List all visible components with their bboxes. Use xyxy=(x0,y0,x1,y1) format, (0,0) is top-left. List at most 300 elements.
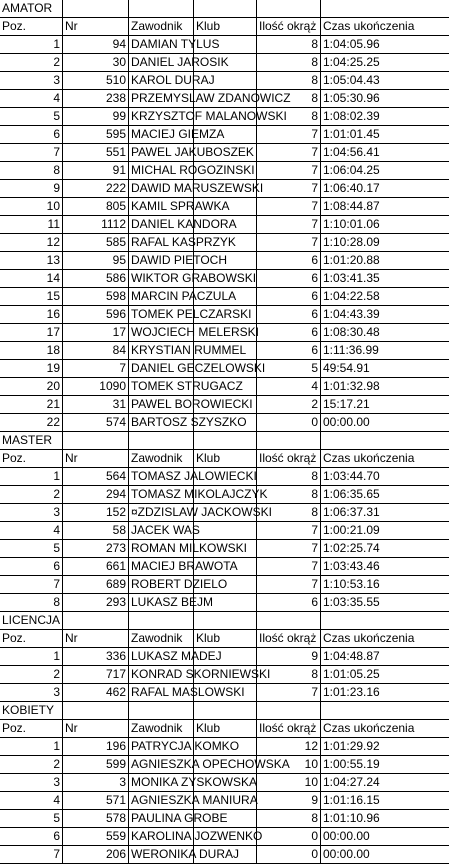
rider-name-cell[interactable]: ROBERT DZIELO xyxy=(128,576,193,593)
table-row xyxy=(0,180,449,198)
laps-cell[interactable]: 6 xyxy=(256,342,320,359)
position-cell[interactable]: 7 xyxy=(53,847,60,861)
finish-time-cell[interactable]: 1:00:21.09 xyxy=(320,522,449,539)
empty-cell[interactable] xyxy=(256,432,320,449)
finish-time-cell[interactable]: 1:04:22.58 xyxy=(320,288,449,305)
rider-name-cell[interactable]: MONIKA ZYSKOWSKA xyxy=(128,774,193,791)
club-cell[interactable] xyxy=(193,648,256,665)
bib-number-cell[interactable]: 1112 xyxy=(62,216,128,233)
club-cell[interactable] xyxy=(193,738,256,755)
column-header[interactable]: Czas ukończenia xyxy=(320,720,449,737)
position-cell[interactable]: 2 xyxy=(53,55,60,69)
empty-cell[interactable] xyxy=(320,612,449,629)
club-cell[interactable] xyxy=(193,378,256,395)
bib-number-cell[interactable]: 3 xyxy=(62,774,128,791)
bib-number-cell[interactable]: 91 xyxy=(62,162,128,179)
rider-name-cell[interactable]: BARTOSZ SZYSZKO xyxy=(128,414,193,431)
empty-cell[interactable] xyxy=(193,432,256,449)
club-cell[interactable] xyxy=(193,162,256,179)
bib-number-cell[interactable]: 596 xyxy=(62,306,128,323)
laps-cell[interactable]: 9 xyxy=(256,792,320,809)
laps-cell[interactable]: 0 xyxy=(256,414,320,431)
laps-cell[interactable]: 6 xyxy=(256,270,320,287)
finish-time-cell[interactable]: 1:04:56.41 xyxy=(320,144,449,161)
club-cell[interactable] xyxy=(193,396,256,413)
rider-name-cell[interactable]: LUKASZ BEJM xyxy=(128,594,193,611)
rider-name-cell[interactable]: KRZYSZTOF MALANOWSKI xyxy=(128,108,193,125)
table-row xyxy=(0,648,449,666)
club-cell[interactable] xyxy=(193,594,256,611)
rider-name-cell[interactable]: KAROL DURAJ xyxy=(128,72,193,89)
finish-time-cell[interactable]: 1:04:48.87 xyxy=(320,648,449,665)
bib-number-cell[interactable]: 31 xyxy=(62,396,128,413)
club-cell[interactable] xyxy=(193,504,256,521)
bib-number-cell[interactable]: 336 xyxy=(62,648,128,665)
bib-number-cell[interactable]: 578 xyxy=(62,810,128,827)
position-cell[interactable]: 9 xyxy=(53,181,60,195)
club-cell[interactable] xyxy=(193,180,256,197)
club-cell[interactable] xyxy=(193,108,256,125)
laps-cell[interactable]: 0 xyxy=(256,846,320,863)
finish-time-cell[interactable]: 00:00.00 xyxy=(320,846,449,863)
rider-name-cell[interactable]: WOJCIECH MELERSKI xyxy=(128,324,193,341)
club-cell[interactable] xyxy=(193,54,256,71)
column-header[interactable]: Nr xyxy=(62,630,128,647)
club-cell[interactable] xyxy=(193,90,256,107)
empty-cell[interactable] xyxy=(128,612,193,629)
empty-cell[interactable] xyxy=(62,612,128,629)
laps-cell[interactable]: 9 xyxy=(256,648,320,665)
club-cell[interactable] xyxy=(193,126,256,143)
finish-time-cell[interactable]: 1:01:01.45 xyxy=(320,126,449,143)
club-cell[interactable] xyxy=(193,288,256,305)
section-title: AMATOR xyxy=(2,1,53,15)
table-row xyxy=(0,504,449,522)
rider-name-cell[interactable]: MACIEJ GIEMZA xyxy=(128,126,193,143)
rider-name-cell[interactable]: MICHAL ROGOZINSKI xyxy=(128,162,193,179)
bib-number-cell[interactable]: 30 xyxy=(62,54,128,71)
position-cell[interactable]: 21 xyxy=(46,397,60,411)
position-cell[interactable]: 22 xyxy=(46,415,60,429)
finish-time-cell[interactable]: 15:17.21 xyxy=(320,396,449,413)
rider-name-cell[interactable]: TOMEK PELCZARSKI xyxy=(128,306,193,323)
column-header[interactable]: Zawodnik xyxy=(128,720,193,737)
position-cell[interactable]: 8 xyxy=(53,595,60,609)
bib-number-cell[interactable]: 595 xyxy=(62,126,128,143)
laps-cell[interactable]: 7 xyxy=(256,684,320,701)
bib-number-cell[interactable]: 294 xyxy=(62,486,128,503)
empty-cell[interactable] xyxy=(256,612,320,629)
finish-time-cell[interactable]: 1:03:44.70 xyxy=(320,468,449,485)
empty-cell[interactable] xyxy=(320,0,449,17)
bib-number-cell[interactable]: 689 xyxy=(62,576,128,593)
section-title: MASTER xyxy=(2,433,53,447)
rider-name-cell[interactable]: WIKTOR GRABOWSKI xyxy=(128,270,193,287)
laps-cell[interactable]: 7 xyxy=(256,216,320,233)
column-header[interactable]: Nr xyxy=(62,18,128,35)
table-row xyxy=(0,162,449,180)
rider-name-cell[interactable]: DANIEL GECZELOWSKI xyxy=(128,360,193,377)
bib-number-cell[interactable]: 273 xyxy=(62,540,128,557)
finish-time-cell[interactable]: 1:10:53.16 xyxy=(320,576,449,593)
position-cell[interactable]: 16 xyxy=(46,307,60,321)
finish-time-cell[interactable]: 1:08:30.48 xyxy=(320,324,449,341)
column-header[interactable]: Ilość okrąż xyxy=(256,630,320,647)
column-header[interactable]: Ilość okrąż xyxy=(256,450,320,467)
laps-cell[interactable]: 7 xyxy=(256,126,320,143)
rider-name-cell[interactable]: PATRYCJA KOMKO xyxy=(128,738,193,755)
finish-time-cell[interactable]: 1:10:01.06 xyxy=(320,216,449,233)
finish-time-cell[interactable]: 1:01:32.98 xyxy=(320,378,449,395)
table-row xyxy=(0,576,449,594)
position-cell[interactable]: 4 xyxy=(53,793,60,807)
position-cell[interactable]: 1 xyxy=(53,649,60,663)
finish-time-cell[interactable]: 1:04:43.39 xyxy=(320,306,449,323)
column-header[interactable]: Klub xyxy=(193,720,256,737)
empty-cell[interactable] xyxy=(320,702,449,719)
position-cell[interactable]: 2 xyxy=(53,487,60,501)
bib-number-cell[interactable]: 152 xyxy=(62,504,128,521)
bib-number-cell[interactable]: 564 xyxy=(62,468,128,485)
rider-name-cell[interactable]: DAWID MARUSZEWSKI xyxy=(128,180,193,197)
club-cell[interactable] xyxy=(193,558,256,575)
column-header[interactable]: Klub xyxy=(193,18,256,35)
rider-name-cell[interactable]: TOMASZ JALOWIECKI xyxy=(128,468,193,485)
laps-cell[interactable]: 8 xyxy=(256,486,320,503)
club-cell[interactable] xyxy=(193,234,256,251)
position-cell[interactable]: 5 xyxy=(53,811,60,825)
position-cell[interactable]: 15 xyxy=(46,289,60,303)
column-header[interactable]: Zawodnik xyxy=(128,18,193,35)
empty-cell[interactable] xyxy=(62,702,128,719)
bib-number-cell[interactable]: 196 xyxy=(62,738,128,755)
rider-name-cell[interactable]: ROMAN MILKOWSKI xyxy=(128,540,193,557)
finish-time-cell[interactable]: 1:06:35.65 xyxy=(320,486,449,503)
finish-time-cell[interactable]: 1:06:04.25 xyxy=(320,162,449,179)
position-cell[interactable]: 7 xyxy=(53,577,60,591)
laps-cell[interactable]: 7 xyxy=(256,162,320,179)
laps-cell[interactable]: 10 xyxy=(256,774,320,791)
table-row xyxy=(0,468,449,486)
table-row xyxy=(0,828,449,846)
finish-time-cell[interactable]: 1:01:16.15 xyxy=(320,792,449,809)
bib-number-cell[interactable]: 717 xyxy=(62,666,128,683)
position-cell[interactable]: 6 xyxy=(53,559,60,573)
empty-cell[interactable] xyxy=(128,702,193,719)
finish-time-cell[interactable]: 1:01:29.92 xyxy=(320,738,449,755)
column-header[interactable]: Czas ukończenia xyxy=(320,450,449,467)
finish-time-cell[interactable]: 1:04:27.24 xyxy=(320,774,449,791)
finish-time-cell[interactable]: 1:01:23.16 xyxy=(320,684,449,701)
bib-number-cell[interactable]: 805 xyxy=(62,198,128,215)
laps-cell[interactable]: 8 xyxy=(256,72,320,89)
bib-number-cell[interactable]: 571 xyxy=(62,792,128,809)
club-cell[interactable] xyxy=(193,360,256,377)
club-cell[interactable] xyxy=(193,36,256,53)
table-row xyxy=(0,126,449,144)
column-header[interactable]: Zawodnik xyxy=(128,630,193,647)
column-header[interactable]: Klub xyxy=(193,630,256,647)
rider-name-cell[interactable]: LUKASZ MADEJ xyxy=(128,648,193,665)
finish-time-cell[interactable]: 1:04:25.25 xyxy=(320,54,449,71)
column-header[interactable]: Poz. xyxy=(2,451,27,465)
club-cell[interactable] xyxy=(193,144,256,161)
empty-cell[interactable] xyxy=(128,432,193,449)
rider-name-cell[interactable]: AGNIESZKA MANIURA xyxy=(128,792,193,809)
club-cell[interactable] xyxy=(193,828,256,845)
bib-number-cell[interactable]: 7 xyxy=(62,360,128,377)
rider-name-cell[interactable]: DANIEL JAROSIK xyxy=(128,54,193,71)
position-cell[interactable]: 18 xyxy=(46,343,60,357)
position-cell[interactable]: 1 xyxy=(53,469,60,483)
laps-cell[interactable]: 4 xyxy=(256,378,320,395)
laps-cell[interactable]: 5 xyxy=(256,360,320,377)
finish-time-cell[interactable]: 1:02:25.74 xyxy=(320,540,449,557)
position-cell[interactable]: 6 xyxy=(53,829,60,843)
finish-time-cell[interactable]: 1:03:41.35 xyxy=(320,270,449,287)
empty-cell[interactable] xyxy=(320,432,449,449)
empty-cell[interactable] xyxy=(193,612,256,629)
empty-cell[interactable] xyxy=(193,702,256,719)
finish-time-cell[interactable]: 1:03:43.46 xyxy=(320,558,449,575)
bib-number-cell[interactable]: 586 xyxy=(62,270,128,287)
bib-number-cell[interactable]: 559 xyxy=(62,828,128,845)
rider-name-cell[interactable]: WERONIKA DURAJ xyxy=(128,846,193,863)
finish-time-cell[interactable]: 00:00.00 xyxy=(320,828,449,845)
position-cell[interactable]: 4 xyxy=(53,91,60,105)
laps-cell[interactable]: 7 xyxy=(256,234,320,251)
column-header[interactable]: Nr xyxy=(62,720,128,737)
rider-name-cell[interactable]: TOMEK STRUGACZ xyxy=(128,378,193,395)
position-cell[interactable]: 3 xyxy=(53,505,60,519)
section-title-row xyxy=(0,702,449,720)
club-cell[interactable] xyxy=(193,468,256,485)
column-header[interactable]: Poz. xyxy=(2,19,27,33)
finish-time-cell[interactable]: 1:04:05.96 xyxy=(320,36,449,53)
club-cell[interactable] xyxy=(193,486,256,503)
bib-number-cell[interactable]: 598 xyxy=(62,288,128,305)
rider-name-cell[interactable]: AGNIESZKA OPECHOWSKA xyxy=(128,756,193,773)
laps-cell[interactable]: 8 xyxy=(256,810,320,827)
position-cell[interactable]: 17 xyxy=(46,325,60,339)
rider-name-cell[interactable]: KAMIL SPRAWKA xyxy=(128,198,193,215)
rider-name-cell[interactable]: PAWEL BOROWIECKI xyxy=(128,396,193,413)
laps-cell[interactable]: 7 xyxy=(256,198,320,215)
position-cell[interactable]: 3 xyxy=(53,73,60,87)
bib-number-cell[interactable]: 206 xyxy=(62,846,128,863)
finish-time-cell[interactable]: 00:00.00 xyxy=(320,414,449,431)
position-cell[interactable]: 1 xyxy=(53,739,60,753)
column-header[interactable]: Poz. xyxy=(2,721,27,735)
position-cell[interactable]: 1 xyxy=(53,37,60,51)
position-cell[interactable]: 14 xyxy=(46,271,60,285)
bib-number-cell[interactable]: 585 xyxy=(62,234,128,251)
finish-time-cell[interactable]: 1:10:28.09 xyxy=(320,234,449,251)
empty-cell[interactable] xyxy=(193,0,256,17)
rider-name-cell[interactable]: MACIEJ BRAWOTA xyxy=(128,558,193,575)
laps-cell[interactable]: 7 xyxy=(256,540,320,557)
bib-number-cell[interactable]: 462 xyxy=(62,684,128,701)
position-cell[interactable]: 2 xyxy=(53,667,60,681)
bib-number-cell[interactable]: 17 xyxy=(62,324,128,341)
bib-number-cell[interactable]: 510 xyxy=(62,72,128,89)
rider-name-cell[interactable]: KRYSTIAN RUMMEL xyxy=(128,342,193,359)
table-row xyxy=(0,144,449,162)
bib-number-cell[interactable]: 99 xyxy=(62,108,128,125)
finish-time-cell[interactable]: 1:08:02.39 xyxy=(320,108,449,125)
bib-number-cell[interactable]: 574 xyxy=(62,414,128,431)
bib-number-cell[interactable]: 599 xyxy=(62,756,128,773)
laps-cell[interactable]: 6 xyxy=(256,252,320,269)
position-cell[interactable]: 7 xyxy=(53,145,60,159)
laps-cell[interactable]: 6 xyxy=(256,324,320,341)
club-cell[interactable] xyxy=(193,522,256,539)
club-cell[interactable] xyxy=(193,684,256,701)
laps-cell[interactable]: 8 xyxy=(256,90,320,107)
rider-name-cell[interactable]: KONRAD SKORNIEWSKI xyxy=(128,666,193,683)
laps-cell[interactable]: 6 xyxy=(256,594,320,611)
finish-time-cell[interactable]: 1:01:20.88 xyxy=(320,252,449,269)
rider-name-cell[interactable]: MARCIN PACZULA xyxy=(128,288,193,305)
club-cell[interactable] xyxy=(193,342,256,359)
laps-cell[interactable]: 10 xyxy=(256,756,320,773)
laps-cell[interactable]: 6 xyxy=(256,288,320,305)
bib-number-cell[interactable]: 58 xyxy=(62,522,128,539)
rider-name-cell[interactable]: TOMASZ MIKOLAJCZYK xyxy=(128,486,193,503)
position-cell[interactable]: 19 xyxy=(46,361,60,375)
laps-cell[interactable]: 7 xyxy=(256,522,320,539)
table-row xyxy=(0,270,449,288)
laps-cell[interactable]: 7 xyxy=(256,180,320,197)
rider-name-cell[interactable]: PAULINA GROBE xyxy=(128,810,193,827)
position-cell[interactable]: 10 xyxy=(46,199,60,213)
laps-cell[interactable]: 8 xyxy=(256,54,320,71)
rider-name-cell[interactable]: RAFAL KASPRZYK xyxy=(128,234,193,251)
laps-cell[interactable]: 8 xyxy=(256,666,320,683)
finish-time-cell[interactable]: 1:05:04.43 xyxy=(320,72,449,89)
club-cell[interactable] xyxy=(193,774,256,791)
bib-number-cell[interactable]: 94 xyxy=(62,36,128,53)
club-cell[interactable] xyxy=(193,216,256,233)
position-cell[interactable]: 4 xyxy=(53,523,60,537)
position-cell[interactable]: 5 xyxy=(53,109,60,123)
rider-name-cell[interactable]: DAWID PIETOCH xyxy=(128,252,193,269)
column-header[interactable]: Czas ukończenia xyxy=(320,630,449,647)
rider-name-cell[interactable]: KAROLINA JOZWENKO xyxy=(128,828,193,845)
empty-cell[interactable] xyxy=(256,0,320,17)
finish-time-cell[interactable]: 1:11:36.99 xyxy=(320,342,449,359)
position-cell[interactable]: 20 xyxy=(46,379,60,393)
bib-number-cell[interactable]: 84 xyxy=(62,342,128,359)
column-header[interactable]: Nr xyxy=(62,450,128,467)
laps-cell[interactable]: 0 xyxy=(256,828,320,845)
column-header[interactable]: Czas ukończenia xyxy=(320,18,449,35)
club-cell[interactable] xyxy=(193,576,256,593)
rider-name-cell[interactable]: PRZEMYSLAW ZDANOWICZ xyxy=(128,90,193,107)
finish-time-cell[interactable]: 1:00:55.19 xyxy=(320,756,449,773)
position-cell[interactable]: 13 xyxy=(46,253,60,267)
club-cell[interactable] xyxy=(193,846,256,863)
club-cell[interactable] xyxy=(193,756,256,773)
club-cell[interactable] xyxy=(193,810,256,827)
club-cell[interactable] xyxy=(193,324,256,341)
club-cell[interactable] xyxy=(193,414,256,431)
finish-time-cell[interactable]: 1:06:37.31 xyxy=(320,504,449,521)
laps-cell[interactable]: 2 xyxy=(256,396,320,413)
column-header[interactable]: Klub xyxy=(193,450,256,467)
position-cell[interactable]: 8 xyxy=(53,163,60,177)
position-cell[interactable]: 3 xyxy=(53,775,60,789)
table-row xyxy=(0,396,449,414)
club-cell[interactable] xyxy=(193,540,256,557)
finish-time-cell[interactable]: 1:03:35.55 xyxy=(320,594,449,611)
bib-number-cell[interactable]: 1090 xyxy=(62,378,128,395)
position-cell[interactable]: 2 xyxy=(53,757,60,771)
club-cell[interactable] xyxy=(193,198,256,215)
club-cell[interactable] xyxy=(193,252,256,269)
position-cell[interactable]: 3 xyxy=(53,685,60,699)
finish-time-cell[interactable]: 1:08:44.87 xyxy=(320,198,449,215)
column-header[interactable]: Ilość okrąż xyxy=(256,720,320,737)
rider-name-cell[interactable]: DAMIAN TYLUS xyxy=(128,36,193,53)
laps-cell[interactable]: 12 xyxy=(256,738,320,755)
empty-cell[interactable] xyxy=(256,702,320,719)
laps-cell[interactable]: 6 xyxy=(256,306,320,323)
column-header[interactable]: Zawodnik xyxy=(128,450,193,467)
club-cell[interactable] xyxy=(193,270,256,287)
position-cell[interactable]: 11 xyxy=(47,217,60,231)
bib-number-cell[interactable]: 222 xyxy=(62,180,128,197)
laps-cell[interactable]: 8 xyxy=(256,504,320,521)
bib-number-cell[interactable]: 661 xyxy=(62,558,128,575)
rider-name-cell[interactable]: DANIEL KANDORA xyxy=(128,216,193,233)
position-cell[interactable]: 5 xyxy=(53,541,60,555)
club-cell[interactable] xyxy=(193,72,256,89)
rider-name-cell[interactable]: PAWEL JAKUBOSZEK xyxy=(128,144,193,161)
laps-cell[interactable]: 7 xyxy=(256,576,320,593)
rider-name-cell[interactable]: ¤ZDZISLAW JACKOWSKI xyxy=(128,504,193,521)
position-cell[interactable]: 6 xyxy=(53,127,60,141)
laps-cell[interactable]: 8 xyxy=(256,36,320,53)
finish-time-cell[interactable]: 1:01:10.96 xyxy=(320,810,449,827)
table-row xyxy=(0,774,449,792)
bib-number-cell[interactable]: 293 xyxy=(62,594,128,611)
laps-cell[interactable]: 8 xyxy=(256,468,320,485)
empty-cell[interactable] xyxy=(128,0,193,17)
column-header[interactable]: Ilość okrąż xyxy=(256,18,320,35)
empty-cell[interactable] xyxy=(62,0,128,17)
finish-time-cell[interactable]: 1:05:30.96 xyxy=(320,90,449,107)
bib-number-cell[interactable]: 551 xyxy=(62,144,128,161)
bib-number-cell[interactable]: 238 xyxy=(62,90,128,107)
table-row xyxy=(0,414,449,432)
club-cell[interactable] xyxy=(193,666,256,683)
laps-cell[interactable]: 8 xyxy=(256,108,320,125)
laps-cell[interactable]: 7 xyxy=(256,558,320,575)
club-cell[interactable] xyxy=(193,306,256,323)
club-cell[interactable] xyxy=(193,792,256,809)
finish-time-cell[interactable]: 49:54.91 xyxy=(320,360,449,377)
finish-time-cell[interactable]: 1:01:05.25 xyxy=(320,666,449,683)
laps-cell[interactable]: 7 xyxy=(256,144,320,161)
finish-time-cell[interactable]: 1:06:40.17 xyxy=(320,180,449,197)
empty-cell[interactable] xyxy=(62,432,128,449)
column-header[interactable]: Poz. xyxy=(2,631,27,645)
rider-name-cell[interactable]: JACEK WAS xyxy=(128,522,193,539)
position-cell[interactable]: 12 xyxy=(46,235,60,249)
bib-number-cell[interactable]: 95 xyxy=(62,252,128,269)
rider-name-cell[interactable]: RAFAL MASLOWSKI xyxy=(128,684,193,701)
